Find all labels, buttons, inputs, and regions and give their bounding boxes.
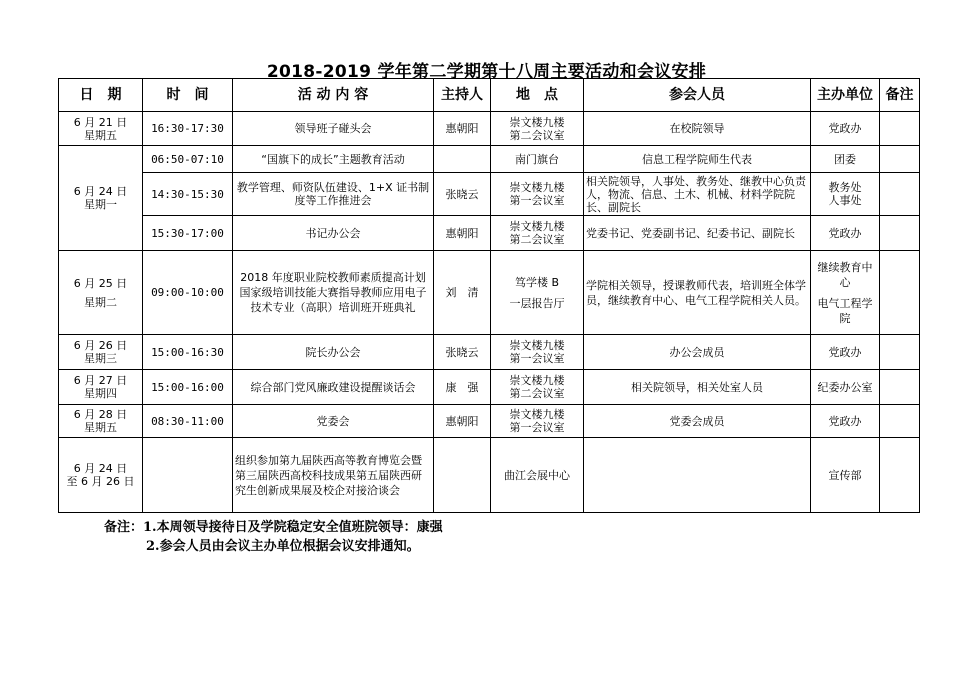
organizer-cell: 党政办 <box>811 335 880 370</box>
table-row <box>59 173 920 216</box>
place-cell: 崇文楼九楼 第二会议室 <box>491 216 584 251</box>
remark-cell <box>880 173 920 216</box>
attendees-cell: 相关院领导，相关处室人员 <box>584 370 811 405</box>
content-cell: 院长办公会 <box>233 335 434 370</box>
attendees-cell: 办公会成员 <box>584 335 811 370</box>
host-cell: 惠朝阳 <box>434 405 491 438</box>
time-cell: 06:50-07:10 <box>143 146 233 173</box>
header-date: 日 期 <box>59 79 143 112</box>
time-cell: 15:00-16:30 <box>143 335 233 370</box>
header-organizer: 主办单位 <box>811 79 880 112</box>
date-cell: 6 月 25 日 星期二 <box>59 251 143 335</box>
attendees-cell <box>584 438 811 513</box>
content-cell: 党委会 <box>233 405 434 438</box>
content-cell: “国旗下的成长”主题教育活动 <box>233 146 434 173</box>
remark-cell <box>880 112 920 146</box>
remark-cell <box>880 370 920 405</box>
table-row <box>59 112 920 146</box>
remark-cell <box>880 405 920 438</box>
date-cell: 6 月 28 日 星期五 <box>59 405 143 438</box>
content-cell: 教学管理、师资队伍建设、1+X 证书制度等工作推进会 <box>233 173 434 216</box>
time-cell: 08:30-11:00 <box>143 405 233 438</box>
host-cell: 惠朝阳 <box>434 112 491 146</box>
organizer-cell: 纪委办公室 <box>811 370 880 405</box>
content-cell: 书记办公会 <box>233 216 434 251</box>
date-cell: 6 月 26 日 星期三 <box>59 335 143 370</box>
attendees-cell: 党委书记、党委副书记、纪委书记、副院长 <box>584 216 811 251</box>
attendees-cell: 相关院领导，人事处、教务处、继教中心负责人，物流、信息、土木、机械、材料学院院长、副院长 <box>584 173 811 216</box>
attendees-cell: 党委会成员 <box>584 405 811 438</box>
table-row <box>59 405 920 438</box>
host-cell: 惠朝阳 <box>434 216 491 251</box>
place-cell: 崇文楼九楼 第一会议室 <box>491 405 584 438</box>
footnote-2: 2.参会人员由会议主办单位根据会议安排通知。 <box>146 539 420 554</box>
host-cell <box>434 438 491 513</box>
date-cell: 6 月 24 日 至 6 月 26 日 <box>59 438 143 513</box>
schedule-table <box>58 78 920 513</box>
organizer-cell: 党政办 <box>811 112 880 146</box>
header-time: 时 间 <box>143 79 233 112</box>
header-place: 地 点 <box>491 79 584 112</box>
remark-cell <box>880 146 920 173</box>
header-remark: 备注 <box>880 79 920 112</box>
table-row <box>59 216 920 251</box>
organizer-cell: 团委 <box>811 146 880 173</box>
organizer-cell: 宣传部 <box>811 438 880 513</box>
remark-cell <box>880 216 920 251</box>
place-cell: 曲江会展中心 <box>491 438 584 513</box>
attendees-cell: 在校院领导 <box>584 112 811 146</box>
page-title: 2018-2019 学年第二学期第十八周主要活动和会议安排 <box>266 62 707 82</box>
organizer-cell: 党政办 <box>811 216 880 251</box>
attendees-cell: 信息工程学院师生代表 <box>584 146 811 173</box>
date-cell: 6 月 21 日 星期五 <box>59 112 143 146</box>
attendees-cell: 学院相关领导，授课教师代表，培训班全体学员，继续教育中心、电气工程学院相关人员。 <box>584 251 811 335</box>
organizer-cell: 党政办 <box>811 405 880 438</box>
organizer-cell: 继续教育中心 电气工程学院 <box>811 251 880 335</box>
footnote-1: 备注：1.本周领导接待日及学院稳定安全值班院领导：康强 <box>104 520 443 535</box>
table-row <box>59 146 920 173</box>
remark-cell <box>880 438 920 513</box>
remark-cell <box>880 335 920 370</box>
table-row <box>59 438 920 513</box>
table-header-row <box>59 79 920 112</box>
date-cell: 6 月 24 日 星期一 <box>59 146 143 251</box>
place-cell: 崇文楼九楼 第二会议室 <box>491 112 584 146</box>
host-cell: 张晓云 <box>434 335 491 370</box>
time-cell: 15:30-17:00 <box>143 216 233 251</box>
table-row <box>59 370 920 405</box>
time-cell: 16:30-17:30 <box>143 112 233 146</box>
header-host: 主持人 <box>434 79 491 112</box>
table-row <box>59 251 920 335</box>
time-cell <box>143 438 233 513</box>
content-cell: 2018 年度职业院校教师素质提高计划国家级培训技能大赛指导教师应用电子技术专业（高职）培训班开班典礼 <box>233 251 434 335</box>
content-cell: 综合部门党风廉政建设提醒谈话会 <box>233 370 434 405</box>
time-cell: 09:00-10:00 <box>143 251 233 335</box>
time-cell: 14:30-15:30 <box>143 173 233 216</box>
host-cell: 刘 清 <box>434 251 491 335</box>
host-cell <box>434 146 491 173</box>
time-cell: 15:00-16:00 <box>143 370 233 405</box>
header-content: 活 动 内 容 <box>233 79 434 112</box>
place-cell: 南门旗台 <box>491 146 584 173</box>
footnotes <box>104 518 443 556</box>
content-cell: 组织参加第九届陕西高等教育博览会暨第三届陕西高校科技成果第五届陕西研究生创新成果展及校企对接洽谈会 <box>233 438 434 513</box>
host-cell: 康 强 <box>434 370 491 405</box>
place-cell: 崇文楼九楼 第一会议室 <box>491 335 584 370</box>
date-cell: 6 月 27 日 星期四 <box>59 370 143 405</box>
place-cell: 崇文楼九楼 第二会议室 <box>491 370 584 405</box>
header-attendees: 参会人员 <box>584 79 811 112</box>
host-cell: 张晓云 <box>434 173 491 216</box>
table-row <box>59 335 920 370</box>
content-cell: 领导班子碰头会 <box>233 112 434 146</box>
place-cell: 崇文楼九楼 第一会议室 <box>491 173 584 216</box>
remark-cell <box>880 251 920 335</box>
place-cell: 笃学楼 B 一层报告厅 <box>491 251 584 335</box>
organizer-cell: 教务处 人事处 <box>811 173 880 216</box>
